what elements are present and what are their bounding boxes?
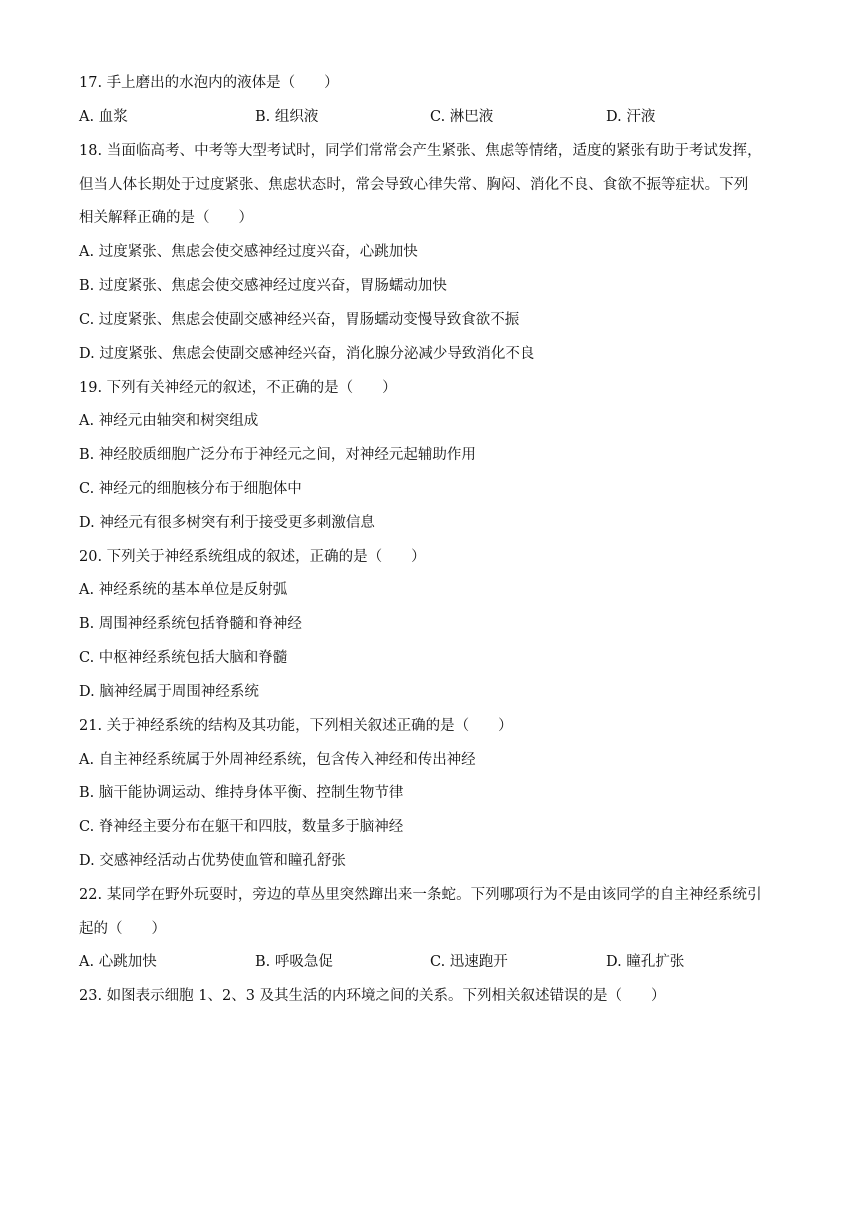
question-20-stem: 20. 下列关于神经系统组成的叙述，正确的是（ ） [79,549,426,565]
question-17-option-d[interactable]: D. 汗液 [606,109,656,125]
question-21-option-d[interactable]: D. 交感神经活动占优势使血管和瞳孔舒张 [79,853,346,869]
question-21-stem: 21. 关于神经系统的结构及其功能，下列相关叙述正确的是（ ） [79,718,513,734]
question-19-option-d[interactable]: D. 神经元有很多树突有利于接受更多刺激信息 [79,515,375,531]
question-23-stem: 23. 如图表示细胞 1、2、3 及其生活的内环境之间的关系。下列相关叙述错误的是（ ） [79,988,666,1004]
question-20-option-b[interactable]: B. 周围神经系统包括脊髓和脊神经 [79,616,302,632]
question-22-option-b[interactable]: B. 呼吸急促 [255,954,333,970]
question-22-stem-line-2: 起的（ ） [79,921,166,937]
question-20-option-a[interactable]: A. 神经系统的基本单位是反射弧 [79,582,288,598]
question-19-option-a[interactable]: A. 神经元由轴突和树突组成 [79,413,259,429]
question-18-option-a[interactable]: A. 过度紧张、焦虑会使交感神经过度兴奋，心跳加快 [79,244,418,260]
question-21-option-b[interactable]: B. 脑干能协调运动、维持身体平衡、控制生物节律 [79,785,404,801]
question-22-options [79,952,788,972]
question-18-stem-line-1: 18. 当面临高考、中考等大型考试时，同学们常常会产生紧张、焦虑等情绪，适度的紧张有助于考试发挥， [79,143,762,159]
question-20-option-c[interactable]: C. 中枢神经系统包括大脑和脊髓 [79,650,288,666]
question-17-option-a[interactable]: A. 血浆 [79,109,128,125]
question-18-option-c[interactable]: C. 过度紧张、焦虑会使副交感神经兴奋，胃肠蠕动变慢导致食欲不振 [79,312,520,328]
question-22-option-c[interactable]: C. 迅速跑开 [430,954,508,970]
question-17-option-b[interactable]: B. 组织液 [255,109,319,125]
question-18-option-b[interactable]: B. 过度紧张、焦虑会使交感神经过度兴奋，胃肠蠕动加快 [79,278,447,294]
question-19-stem: 19. 下列有关神经元的叙述，不正确的是（ ） [79,380,397,396]
question-22-stem-line-1: 22. 某同学在野外玩耍时，旁边的草丛里突然蹿出来一条蛇。下列哪项行为不是由该同学的自主神经系统引 [79,887,762,903]
question-19-option-c[interactable]: C. 神经元的细胞核分布于细胞体中 [79,481,302,497]
question-22-option-d[interactable]: D. 瞳孔扩张 [606,954,685,970]
question-17-options [79,107,788,127]
question-20-option-d[interactable]: D. 脑神经属于周围神经系统 [79,684,259,700]
question-22-option-a[interactable]: A. 心跳加快 [79,954,157,970]
question-21-option-c[interactable]: C. 脊神经主要分布在躯干和四肢，数量多于脑神经 [79,819,404,835]
question-21-option-a[interactable]: A. 自主神经系统属于外周神经系统，包含传入神经和传出神经 [79,752,476,768]
question-18-stem-line-2: 但当人体长期处于过度紧张、焦虑状态时，常会导致心律失常、胸闷、消化不良、食欲不振等症状。下列 [79,177,749,193]
question-19-option-b[interactable]: B. 神经胶质细胞广泛分布于神经元之间，对神经元起辅助作用 [79,447,476,463]
question-17-stem: 17. 手上磨出的水泡内的液体是（ ） [79,75,339,91]
question-17-option-c[interactable]: C. 淋巴液 [430,109,494,125]
question-18-stem-line-3: 相关解释正确的是（ ） [79,210,253,226]
question-18-option-d[interactable]: D. 过度紧张、焦虑会使副交感神经兴奋，消化腺分泌减少导致消化不良 [79,346,535,362]
